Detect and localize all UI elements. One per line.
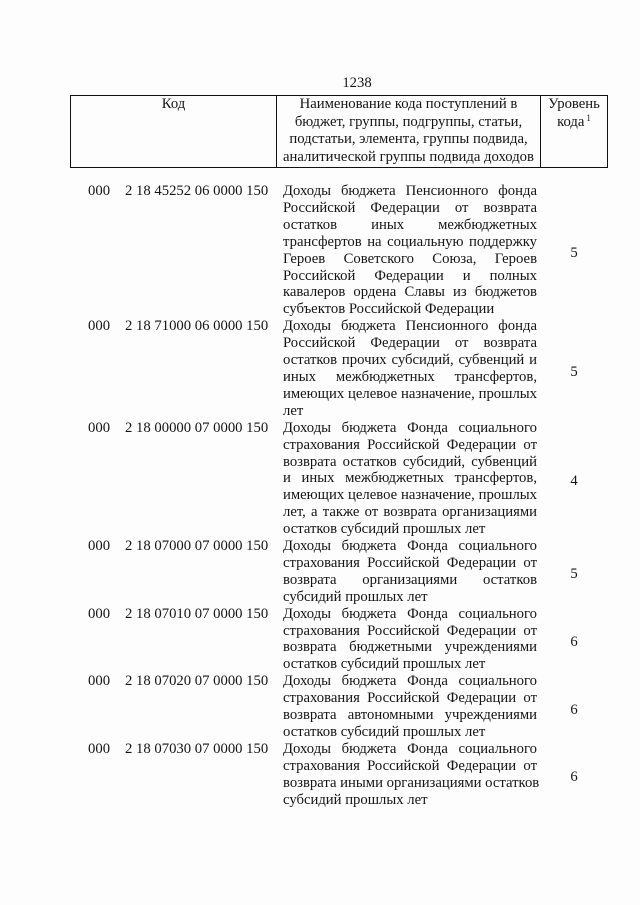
admin-code: 000 [88,740,111,757]
code-level-cell [540,673,608,741]
table-row [0,538,640,606]
revenue-name-line: Российской Федерации и полных [283,267,537,284]
table-row [0,606,640,674]
revenue-name-line: субсидий прошлых лет [283,588,428,605]
revenue-code: 2 18 07030 07 0000 150 [125,740,269,757]
header-code-label: Код [161,96,186,112]
revenue-name [283,606,537,674]
admin-code: 000 [88,318,111,335]
footnote-mark: 1 [586,112,591,123]
header-level-line [541,114,607,132]
revenue-name-line: трансфертов на социальную поддержку [283,233,537,250]
revenue-name-line: возврата иными организациями остатков [283,774,540,791]
code-level-cell [540,606,608,674]
admin-code: 000 [88,605,111,622]
table-row [0,318,640,419]
revenue-code: 2 18 07020 07 0000 150 [125,673,269,690]
revenue-code: 2 18 07010 07 0000 150 [125,605,269,622]
code-level-value: 5 [570,363,578,380]
header-name-cell [276,96,540,167]
revenue-name-line: иных межбюджетных трансфертов, [283,368,537,385]
header-name-line: подстатьи, элемента, группы подвида, [289,131,528,148]
revenue-code: 2 18 71000 06 0000 150 [125,318,269,335]
revenue-name-line: имеющих целевое назначение, прошлых [283,487,537,504]
revenue-name-line: имеющих целевое назначение, прошлых [283,385,537,402]
code-level-cell [540,183,608,318]
revenue-name-line: страхования Российской Федерации от [283,436,537,453]
revenue-name-line: остатков прочих субсидий, субвенций и [283,352,537,369]
admin-code: 000 [88,183,111,199]
revenue-name-line: остатков субсидий прошлых лет [283,724,486,740]
revenue-name-line: страхования Российской Федерации от [283,622,537,639]
revenue-name-line: Героев Советского Союза, Героев [283,250,537,267]
revenue-code: 2 18 45252 06 0000 150 [125,183,269,199]
admin-code: 000 [88,538,111,555]
table-row [0,183,640,318]
revenue-name-line: Доходы бюджета Фонда социального [283,673,537,690]
code-level-cell [540,741,608,809]
table-row [0,420,640,538]
table-header [70,95,608,168]
page-number: 1238 [342,75,372,91]
revenue-name-line: возврата остатков субсидий, субвенций [283,453,537,470]
code-level-value: 5 [570,245,578,262]
table-row [0,741,640,809]
revenue-name-line: и иных межбюджетных трансфертов, [283,470,537,487]
table-row [0,673,640,741]
header-level-label: кода [557,113,585,130]
code-level-cell [540,318,608,419]
revenue-name-line: Российской Федерации от возврата [283,335,537,352]
code-level-cell [540,420,608,538]
revenue-code: 2 18 07000 07 0000 150 [125,538,269,555]
revenue-name-line: лет, а также от возврата организациями [283,504,537,521]
header-code-cell [71,96,276,167]
code-level-value: 6 [570,769,578,786]
revenue-name-line: Доходы бюджета Фонда социального [283,605,537,622]
revenue-name [283,673,537,741]
revenue-name-line: кавалеров ордена Славы из бюджетов [283,284,537,301]
header-name-line: Наименование кода поступлений в [299,96,518,112]
revenue-name-line: страхования Российской Федерации от [283,757,537,774]
revenue-name-line: возврата автономными учреждениями [283,707,537,724]
header-name-line: аналитической группы подвида доходов [283,149,534,166]
revenue-name [283,183,537,318]
admin-code: 000 [88,673,111,690]
revenue-name-line: Доходы бюджета Фонда социального [283,538,537,555]
revenue-name-line: возврата организациями остатков [283,571,537,588]
revenue-code: 2 18 00000 07 0000 150 [125,419,269,436]
revenue-name [283,318,537,419]
revenue-name-line: Доходы бюджета Пенсионного фонда [283,318,537,335]
code-level-value: 4 [570,473,578,490]
revenue-name [283,538,537,606]
revenue-name-line: Доходы бюджета Пенсионного фонда [283,183,537,199]
header-name-line: бюджет, группы, подгруппы, статьи, [294,113,523,130]
admin-code: 000 [88,419,111,436]
revenue-name-line: субсидий прошлых лет [283,791,428,808]
revenue-name-line: возврата бюджетными учреждениями [283,639,537,656]
header-level-line: Уровень [548,96,600,112]
code-level-cell [540,538,608,606]
revenue-name-line: лет [283,402,304,419]
code-level-value: 6 [570,634,578,651]
code-level-value: 5 [570,566,578,583]
revenue-name-line: страхования Российской Федерации от [283,690,537,707]
revenue-name-line: Доходы бюджета Фонда социального [283,740,537,757]
revenue-name-line: остатков субсидий прошлых лет [283,521,486,538]
revenue-name-line: субъектов Российской Федерации [283,301,495,318]
revenue-name-line: остатков иных межбюджетных [283,216,537,233]
revenue-name-line: страхования Российской Федерации от [283,554,537,571]
revenue-name-line: Российской Федерации от возврата [283,199,537,216]
revenue-name-line: Доходы бюджета Фонда социального [283,419,537,436]
revenue-name-line: остатков субсидий прошлых лет [283,656,486,673]
header-level-cell [540,96,607,167]
code-level-value: 6 [570,701,578,718]
revenue-name [283,420,537,538]
revenue-name [283,740,540,809]
table-body [0,183,640,809]
